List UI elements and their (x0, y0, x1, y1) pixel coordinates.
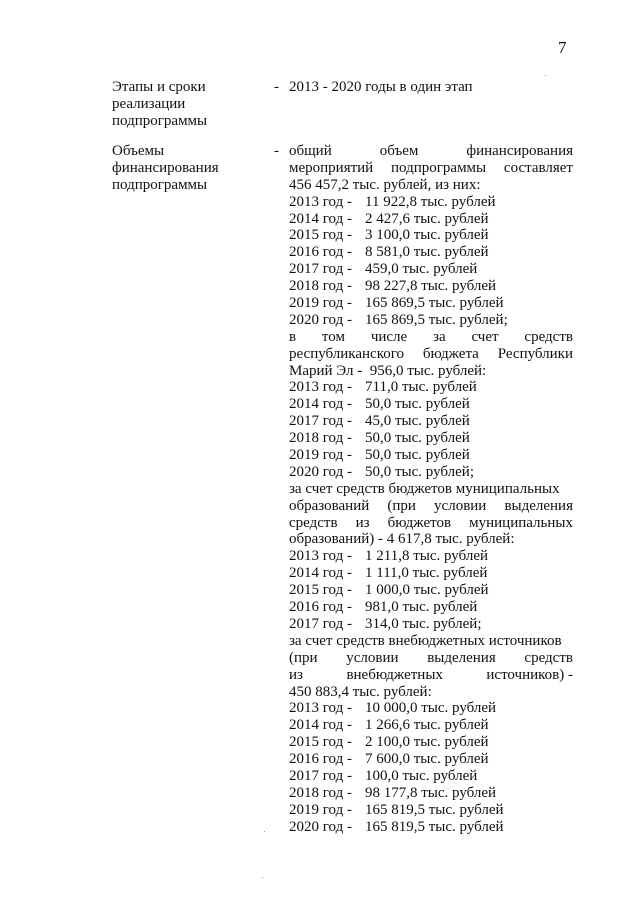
extra-year-list (289, 700, 573, 835)
year-amount: 165 819,5 тыс. рублей (365, 818, 504, 835)
municipal-year-row (289, 582, 573, 599)
intro-line-1 (289, 143, 573, 160)
funding-dash: - (274, 143, 279, 159)
extra-word: выделения (427, 649, 496, 666)
intro-line-3: 456 457,2 тыс. рублей, из них: (289, 176, 481, 193)
republic-word: средств (524, 328, 573, 345)
intro-word: мероприятий (289, 159, 374, 176)
republic-year-row (289, 396, 573, 413)
total-year-row (289, 295, 573, 312)
year-amount: 165 869,5 тыс. рублей (365, 295, 504, 312)
republic-line-1 (289, 329, 573, 346)
intro-word: составляет (503, 159, 573, 176)
year-label: 2014 год - (289, 717, 352, 734)
year-label: 2018 год - (289, 278, 352, 295)
year-label: 2016 год - (289, 599, 352, 616)
year-label: 2013 год - (289, 193, 352, 210)
year-label: 2014 год - (289, 565, 352, 582)
stages-value: 2013 - 2020 годы в один этап (289, 79, 473, 95)
extra-line-3 (289, 667, 573, 684)
scan-speck (545, 75, 546, 76)
year-label: 2015 год - (289, 734, 352, 751)
stages-label-line: подпрограммы (112, 112, 208, 129)
total-year-row (289, 227, 573, 244)
funding-label-line: финансирования (112, 159, 219, 176)
republic-word: числе (370, 328, 408, 345)
funding-label (112, 143, 262, 194)
intro-word: подпрограммы (391, 159, 487, 176)
republic-word: Республики (497, 345, 573, 362)
extra-word: из (289, 666, 303, 683)
year-amount: 100,0 тыс. рублей (365, 767, 478, 784)
year-amount: 1 000,0 тыс. рублей (365, 582, 489, 599)
year-amount: 1 266,6 тыс. рублей (365, 717, 489, 734)
republic-word: счет (471, 328, 499, 345)
year-amount: 50,0 тыс. рублей (365, 430, 470, 447)
year-label: 2018 год - (289, 784, 352, 801)
municipal-word: бюджетов (387, 514, 452, 531)
total-year-row (289, 244, 573, 261)
year-label: 2020 год - (289, 818, 352, 835)
total-year-row (289, 278, 573, 295)
year-label: 2016 год - (289, 244, 352, 261)
republic-word: том (321, 328, 345, 345)
scan-speck (264, 831, 265, 832)
year-amount: 3 100,0 тыс. рублей (365, 227, 489, 244)
year-amount: 50,0 тыс. рублей (365, 396, 470, 413)
extra-year-row (289, 802, 573, 819)
scan-speck (262, 877, 263, 878)
total-year-row (289, 194, 573, 211)
year-amount: 8 581,0 тыс. рублей (365, 244, 489, 261)
republic-year-row (289, 430, 573, 447)
extra-year-row (289, 819, 573, 836)
year-amount: 45,0 тыс. рублей (365, 413, 470, 430)
extra-word: внебюджетных (346, 666, 443, 683)
year-amount: 459,0 тыс. рублей (365, 261, 478, 278)
municipal-word: образований (289, 497, 370, 514)
total-year-list (289, 194, 573, 329)
republic-year-row (289, 464, 573, 481)
republic-word: республиканского (289, 345, 404, 362)
extra-word: условии (346, 649, 399, 666)
year-amount: 981,0 тыс. рублей (365, 599, 478, 616)
municipal-word: средств (289, 514, 338, 531)
stages-label-line: Этапы и сроки (112, 79, 206, 95)
funding-content (289, 143, 573, 836)
municipal-word: (при (387, 497, 416, 514)
year-label: 2019 год - (289, 295, 352, 312)
stages-label (112, 79, 262, 130)
year-amount: 2 427,6 тыс. рублей (365, 210, 489, 227)
year-amount: 50,0 тыс. рублей; (365, 463, 474, 480)
year-label: 2017 год - (289, 767, 352, 784)
year-label: 2017 год - (289, 261, 352, 278)
year-label: 2015 год - (289, 227, 352, 244)
year-amount: 165 819,5 тыс. рублей (365, 801, 504, 818)
extra-year-row (289, 768, 573, 785)
republic-year-row (289, 447, 573, 464)
municipal-year-row (289, 616, 573, 633)
municipal-word: муниципальных (469, 514, 573, 531)
funding-label-line: Объемы (112, 143, 165, 159)
republic-word: в (289, 328, 297, 345)
extra-year-row (289, 717, 573, 734)
republic-word: за (433, 328, 446, 345)
year-label: 2018 год - (289, 430, 352, 447)
total-year-row (289, 261, 573, 278)
municipal-line-3 (289, 515, 573, 532)
year-label: 2013 год - (289, 379, 352, 396)
year-label: 2019 год - (289, 801, 352, 818)
year-amount: 1 211,8 тыс. рублей (365, 548, 489, 565)
funding-label-line: подпрограммы (112, 176, 208, 193)
page-number: 7 (558, 38, 567, 57)
year-label: 2017 год - (289, 615, 352, 632)
republic-line-3: Марий Эл - 956,0 тыс. рублей: (289, 362, 487, 379)
year-amount: 165 869,5 тыс. рублей; (365, 311, 508, 328)
year-label: 2015 год - (289, 582, 352, 599)
year-amount: 50,0 тыс. рублей (365, 447, 470, 464)
year-label: 2014 год - (289, 210, 352, 227)
year-amount: 98 177,8 тыс. рублей (365, 784, 497, 801)
year-label: 2013 год - (289, 548, 352, 565)
extra-word: средств (524, 649, 573, 666)
total-year-row (289, 312, 573, 329)
intro-word: объем (379, 143, 419, 159)
year-amount: 1 111,0 тыс. рублей (365, 565, 488, 582)
stages-value-block (289, 79, 573, 96)
republic-year-row (289, 379, 573, 396)
year-label: 2020 год - (289, 311, 352, 328)
year-label: 2019 год - (289, 447, 352, 464)
total-year-row (289, 211, 573, 228)
extra-year-row (289, 785, 573, 802)
municipal-year-row (289, 565, 573, 582)
year-amount: 7 600,0 тыс. рублей (365, 751, 489, 768)
municipal-line-4: образований) - 4 617,8 тыс. рублей: (289, 531, 515, 548)
year-amount: 98 227,8 тыс. рублей (365, 278, 497, 295)
extra-word: (при (289, 649, 318, 666)
municipal-year-row (289, 599, 573, 616)
municipal-year-row (289, 548, 573, 565)
year-label: 2017 год - (289, 413, 352, 430)
year-label: 2014 год - (289, 396, 352, 413)
year-amount: 2 100,0 тыс. рублей (365, 734, 489, 751)
stages-dash: - (274, 79, 279, 95)
intro-word: финансирования (466, 143, 573, 159)
municipal-year-list (289, 548, 573, 632)
year-amount: 10 000,0 тыс. рублей (365, 700, 497, 717)
extra-year-row (289, 700, 573, 717)
municipal-line-2 (289, 498, 573, 515)
extra-line-1: за счет средств внебюджетных источников (289, 632, 562, 649)
municipal-word: условии (434, 497, 487, 514)
extra-year-row (289, 751, 573, 768)
municipal-word: из (355, 514, 370, 531)
intro-line-2 (289, 160, 573, 177)
stages-label-line: реализации (112, 95, 186, 112)
year-label: 2016 год - (289, 751, 352, 768)
extra-line-2 (289, 650, 573, 667)
extra-year-row (289, 734, 573, 751)
republic-line-2 (289, 346, 573, 363)
intro-word: общий (289, 143, 332, 159)
municipal-word: выделения (504, 497, 573, 514)
republic-year-list (289, 379, 573, 480)
year-amount: 314,0 тыс. рублей; (365, 615, 482, 632)
extra-word: источников) - (486, 666, 573, 683)
republic-year-row (289, 413, 573, 430)
republic-word: бюджета (422, 345, 479, 362)
extra-line-4: 450 883,4 тыс. рублей: (289, 683, 432, 700)
year-amount: 11 922,8 тыс. рублей (365, 193, 496, 210)
year-amount: 711,0 тыс. рублей (365, 379, 477, 396)
year-label: 2020 год - (289, 463, 352, 480)
municipal-line-1: за счет средств бюджетов муниципальных (289, 480, 560, 497)
year-label: 2013 год - (289, 700, 352, 717)
